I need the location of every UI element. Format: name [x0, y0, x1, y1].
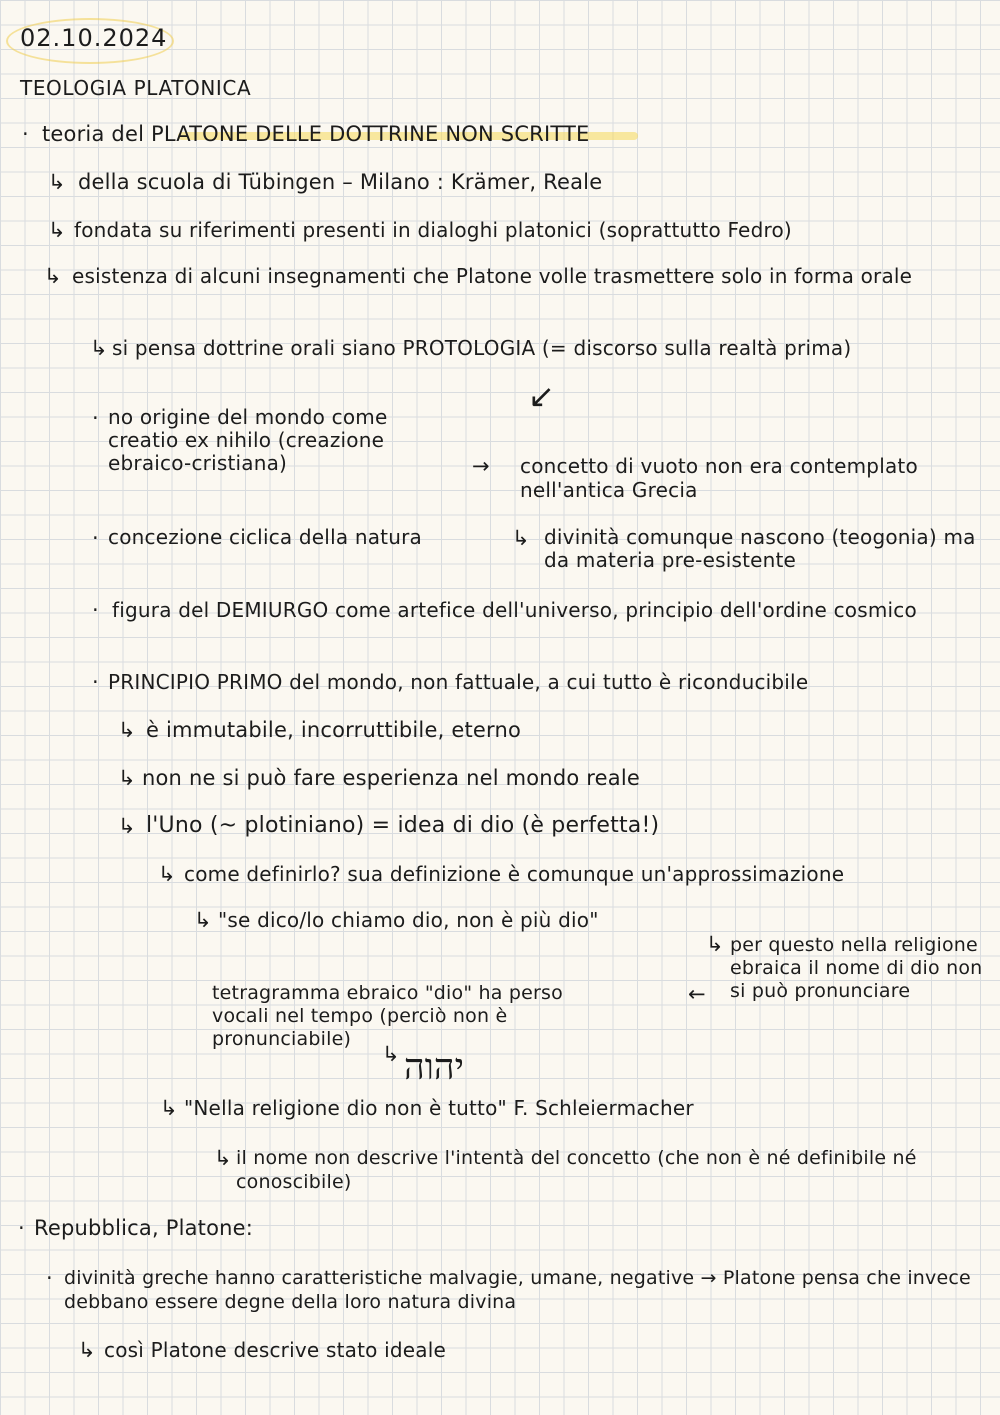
right-arrow-icon: → [472, 454, 490, 478]
line-divinita-greche: divinità greche hanno caratteristiche malvagie, umane, negative → Platone pensa che invece debbano essere degne della loro natura divina [64, 1267, 971, 1313]
sub-arrow-icon: ↳ [44, 264, 62, 288]
line-principio: PRINCIPIO PRIMO del mondo, non fattuale, a cui tutto è riconducibile [108, 670, 809, 694]
bullet-icon: · [92, 670, 99, 694]
line-esistenza: esistenza di alcuni insegnamenti che Platone volle trasmettere solo in forma orale [72, 264, 913, 288]
curved-arrow-icon: ↳ [706, 932, 724, 956]
line-demiurgo: figura del DEMIURGO come artefice dell'universo, principio dell'ordine cosmico [112, 598, 917, 622]
tetragram-hebrew: יהוה [404, 1047, 465, 1088]
sub-arrow-icon: ↳ [90, 336, 108, 360]
line-religione-ebraica: per questo nella religione ebraica il nome di dio non si può pronunciare [730, 934, 983, 1002]
sub-arrow-icon: ↳ [158, 862, 176, 886]
sub-arrow-icon: ↳ [118, 766, 136, 790]
line-tetragramma: tetragramma ebraico "dio" ha perso vocali nel tempo (perciò non è pronunciabile) [212, 982, 563, 1050]
sub-arrow-icon: ↳ [118, 718, 136, 742]
sub-arrow-icon: ↳ [48, 218, 66, 242]
line-esperienza: non ne si può fare esperienza nel mondo reale [142, 766, 640, 790]
line-teoria: teoria del PLATONE DELLE DOTTRINE NON SCRITTE [42, 122, 590, 146]
line-no-origine: no origine del mondo come creatio ex nihilo (creazione ebraico-cristiana) [108, 405, 388, 475]
bullet-icon: · [22, 122, 29, 146]
bullet-icon: · [92, 526, 99, 550]
line-immutabile: è immutabile, incorruttibile, eterno [146, 718, 522, 742]
line-fondata: fondata su riferimenti presenti in dialoghi platonici (soprattutto Fedro) [74, 218, 792, 242]
line-teogonia: divinità comunque nascono (teogonia) ma da materia pre-esistente [544, 525, 976, 572]
line-repubblica: Repubblica, Platone: [34, 1216, 254, 1240]
down-arrow-icon: ↙ [528, 377, 555, 415]
line-scuola: della scuola di Tübingen – Milano : Krämer, Reale [78, 170, 603, 194]
bullet-icon: · [92, 406, 99, 430]
line-schleiermacher: "Nella religione dio non è tutto" F. Schleiermacher [184, 1096, 694, 1120]
left-arrow-icon: ← [688, 982, 706, 1006]
bullet-icon: · [92, 598, 99, 622]
line-protologia: si pensa dottrine orali siano PROTOLOGIA (= discorso sulla realtà prima) [112, 336, 852, 360]
bullet-icon: · [46, 1266, 53, 1290]
sub-arrow-icon: ↳ [48, 170, 66, 194]
note-title: TEOLOGIA PLATONICA [20, 76, 252, 100]
line-vuoto: concetto di vuoto non era contemplato nell'antica Grecia [520, 454, 918, 502]
line-nome: il nome non descrive l'intentà del concetto (che non è né definibile né conoscibile) [236, 1147, 917, 1193]
sub-arrow-icon: ↳ [214, 1146, 232, 1170]
sub-arrow-icon: ↳ [118, 814, 136, 838]
bullet-icon: · [18, 1216, 25, 1240]
line-uno: l'Uno (~ plotiniano) = idea di dio (è perfetta!) [146, 813, 660, 838]
line-definirlo: come definirlo? sua definizione è comunque un'approssimazione [184, 862, 845, 886]
sub-arrow-icon: ↳ [160, 1096, 178, 1120]
line-ciclica: concezione ciclica della natura [108, 525, 422, 549]
sub-arrow-icon: ↳ [194, 908, 212, 932]
curved-arrow-icon: ↳ [382, 1042, 400, 1066]
line-stato-ideale: così Platone descrive stato ideale [104, 1338, 446, 1362]
sub-arrow-icon: ↳ [78, 1338, 96, 1362]
sub-arrow-icon: ↳ [512, 526, 530, 550]
note-date: 02.10.2024 [20, 24, 168, 52]
line-se-dico: "se dico/lo chiamo dio, non è più dio" [218, 908, 599, 932]
